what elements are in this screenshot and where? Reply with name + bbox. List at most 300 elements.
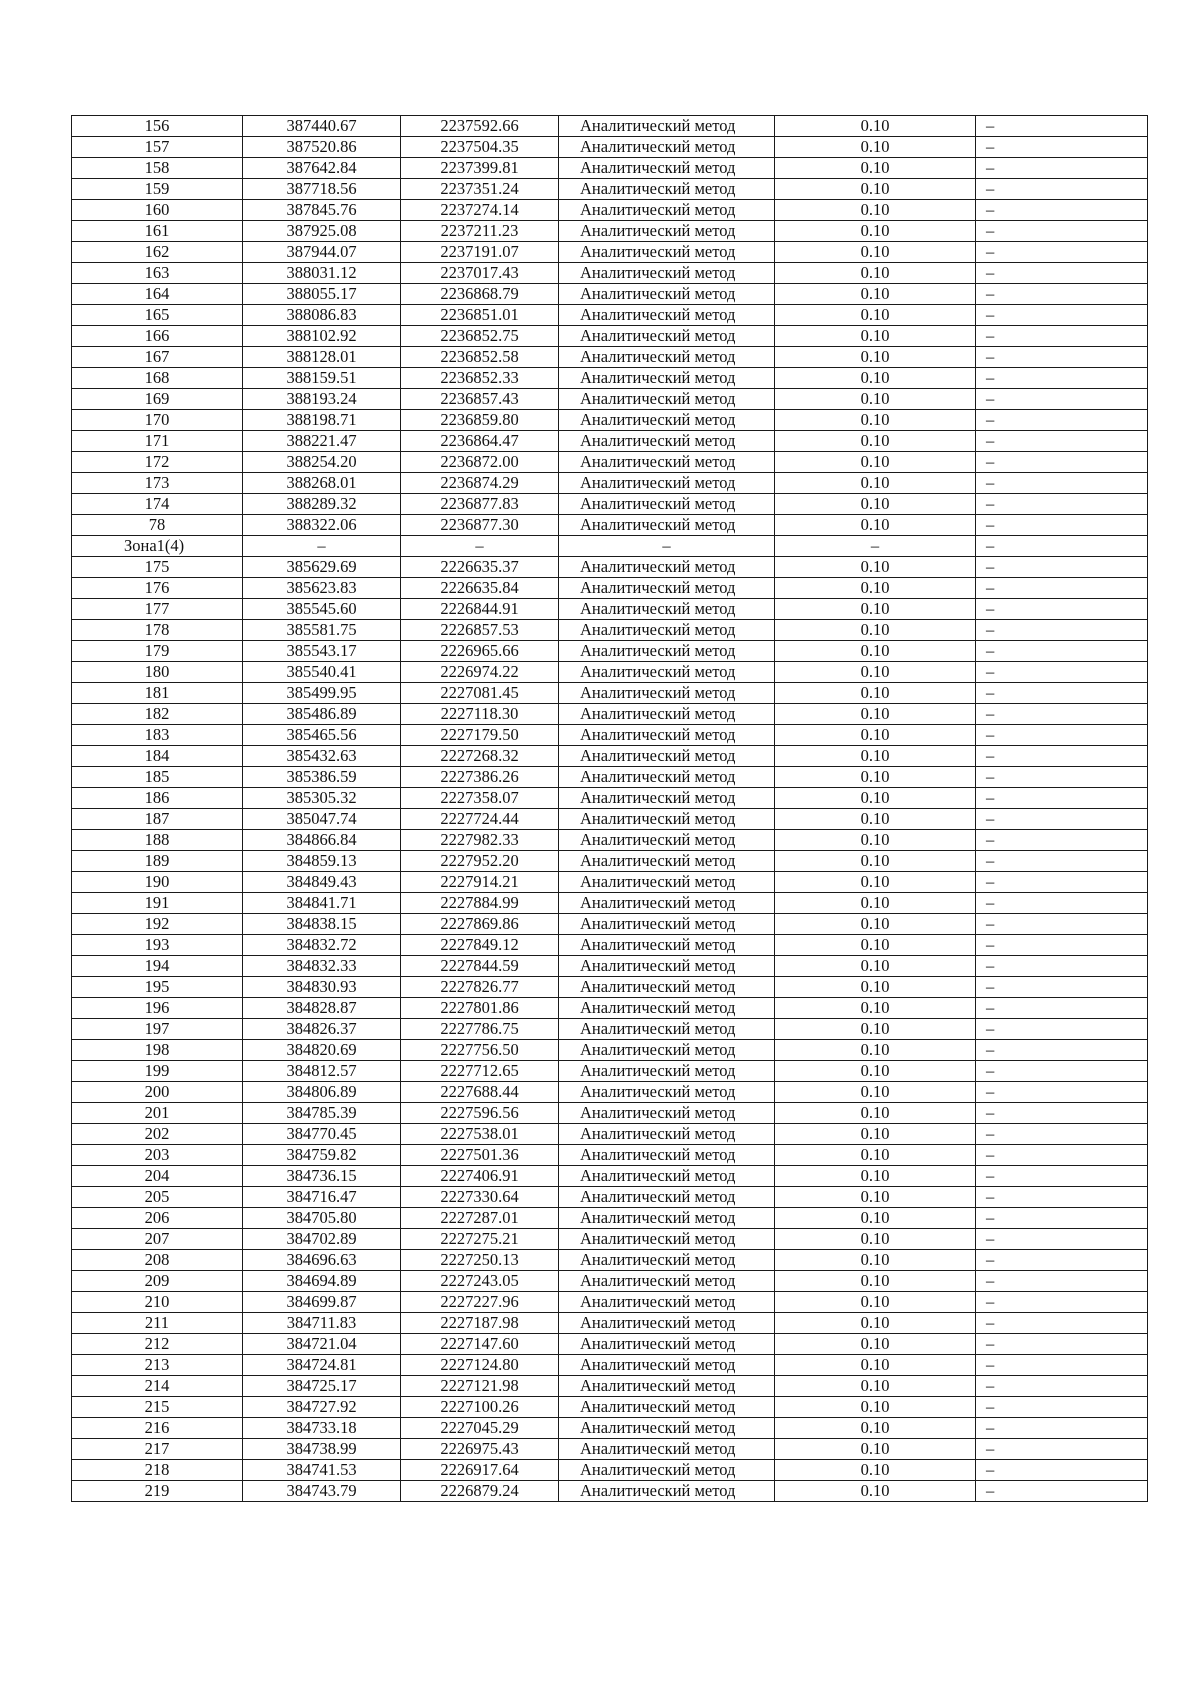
point-number-cell: 157 bbox=[72, 137, 243, 158]
method-cell: Аналитический метод bbox=[559, 1271, 775, 1292]
x-coordinate-cell: 388031.12 bbox=[243, 263, 401, 284]
point-number-cell: 203 bbox=[72, 1145, 243, 1166]
point-number-cell: 183 bbox=[72, 725, 243, 746]
note-cell: – bbox=[976, 179, 1148, 200]
point-number-cell: 163 bbox=[72, 263, 243, 284]
method-cell: Аналитический метод bbox=[559, 1124, 775, 1145]
x-coordinate-cell: 388198.71 bbox=[243, 410, 401, 431]
accuracy-cell: 0.10 bbox=[775, 767, 976, 788]
table-row bbox=[72, 683, 1148, 704]
y-coordinate-cell: 2237504.35 bbox=[401, 137, 559, 158]
x-coordinate-cell: 385629.69 bbox=[243, 557, 401, 578]
method-cell: Аналитический метод bbox=[559, 725, 775, 746]
method-cell: Аналитический метод bbox=[559, 1145, 775, 1166]
note-cell: – bbox=[976, 221, 1148, 242]
point-number-cell: 212 bbox=[72, 1334, 243, 1355]
accuracy-cell: 0.10 bbox=[775, 1103, 976, 1124]
method-cell: Аналитический метод bbox=[559, 1376, 775, 1397]
method-cell: Аналитический метод bbox=[559, 683, 775, 704]
y-coordinate-cell: 2227227.96 bbox=[401, 1292, 559, 1313]
table-row bbox=[72, 1292, 1148, 1313]
point-number-cell: 196 bbox=[72, 998, 243, 1019]
method-cell: Аналитический метод bbox=[559, 263, 775, 284]
x-coordinate-cell: 385623.83 bbox=[243, 578, 401, 599]
table-row bbox=[72, 830, 1148, 851]
y-coordinate-cell: 2227786.75 bbox=[401, 1019, 559, 1040]
x-coordinate-cell: 384733.18 bbox=[243, 1418, 401, 1439]
table-row bbox=[72, 620, 1148, 641]
point-number-cell: 194 bbox=[72, 956, 243, 977]
x-coordinate-cell: 384828.87 bbox=[243, 998, 401, 1019]
accuracy-cell: 0.10 bbox=[775, 872, 976, 893]
method-cell: Аналитический метод bbox=[559, 1019, 775, 1040]
point-number-cell: 205 bbox=[72, 1187, 243, 1208]
x-coordinate-cell: 388289.32 bbox=[243, 494, 401, 515]
x-coordinate-cell: 384785.39 bbox=[243, 1103, 401, 1124]
note-cell: – bbox=[976, 347, 1148, 368]
accuracy-cell: 0.10 bbox=[775, 1229, 976, 1250]
table-row bbox=[72, 410, 1148, 431]
note-cell: – bbox=[976, 809, 1148, 830]
x-coordinate-cell: 385386.59 bbox=[243, 767, 401, 788]
x-coordinate-cell: 384830.93 bbox=[243, 977, 401, 998]
point-number-cell: 219 bbox=[72, 1481, 243, 1502]
x-coordinate-cell: 384702.89 bbox=[243, 1229, 401, 1250]
x-coordinate-cell: 384694.89 bbox=[243, 1271, 401, 1292]
table-row bbox=[72, 305, 1148, 326]
accuracy-cell: 0.10 bbox=[775, 158, 976, 179]
note-cell: – bbox=[976, 1334, 1148, 1355]
note-cell: – bbox=[976, 452, 1148, 473]
y-coordinate-cell: 2236852.33 bbox=[401, 368, 559, 389]
point-number-cell: 216 bbox=[72, 1418, 243, 1439]
y-coordinate-cell: 2236852.58 bbox=[401, 347, 559, 368]
x-coordinate-cell: 385432.63 bbox=[243, 746, 401, 767]
point-number-cell: 177 bbox=[72, 599, 243, 620]
note-cell: – bbox=[976, 1187, 1148, 1208]
method-cell: Аналитический метод bbox=[559, 284, 775, 305]
accuracy-cell: 0.10 bbox=[775, 809, 976, 830]
table-row bbox=[72, 1019, 1148, 1040]
table-row bbox=[72, 263, 1148, 284]
table-row bbox=[72, 914, 1148, 935]
y-coordinate-cell: 2236857.43 bbox=[401, 389, 559, 410]
table-row bbox=[72, 1103, 1148, 1124]
point-number-cell: 195 bbox=[72, 977, 243, 998]
method-cell: Аналитический метод bbox=[559, 935, 775, 956]
x-coordinate-cell: 388055.17 bbox=[243, 284, 401, 305]
point-number-cell: 190 bbox=[72, 872, 243, 893]
x-coordinate-cell: 384721.04 bbox=[243, 1334, 401, 1355]
accuracy-cell: 0.10 bbox=[775, 1481, 976, 1502]
table-row bbox=[72, 1145, 1148, 1166]
table-row bbox=[72, 956, 1148, 977]
point-number-cell: 165 bbox=[72, 305, 243, 326]
accuracy-cell: 0.10 bbox=[775, 557, 976, 578]
method-cell: Аналитический метод bbox=[559, 326, 775, 347]
method-cell: Аналитический метод bbox=[559, 158, 775, 179]
table-row bbox=[72, 1271, 1148, 1292]
point-number-cell: Зона1(4) bbox=[72, 536, 243, 557]
method-cell: Аналитический метод bbox=[559, 578, 775, 599]
accuracy-cell: 0.10 bbox=[775, 1271, 976, 1292]
y-coordinate-cell: 2227358.07 bbox=[401, 788, 559, 809]
y-coordinate-cell: 2227914.21 bbox=[401, 872, 559, 893]
accuracy-cell: 0.10 bbox=[775, 1166, 976, 1187]
point-number-cell: 208 bbox=[72, 1250, 243, 1271]
y-coordinate-cell: 2237592.66 bbox=[401, 116, 559, 137]
x-coordinate-cell: 384859.13 bbox=[243, 851, 401, 872]
y-coordinate-cell: 2227801.86 bbox=[401, 998, 559, 1019]
x-coordinate-cell: 384699.87 bbox=[243, 1292, 401, 1313]
accuracy-cell: 0.10 bbox=[775, 683, 976, 704]
method-cell: Аналитический метод bbox=[559, 137, 775, 158]
method-cell: Аналитический метод bbox=[559, 515, 775, 536]
accuracy-cell: 0.10 bbox=[775, 1187, 976, 1208]
point-number-cell: 188 bbox=[72, 830, 243, 851]
note-cell: – bbox=[976, 242, 1148, 263]
y-coordinate-cell: 2237211.23 bbox=[401, 221, 559, 242]
table-row bbox=[72, 179, 1148, 200]
note-cell: – bbox=[976, 620, 1148, 641]
table-row bbox=[72, 725, 1148, 746]
y-coordinate-cell: 2227250.13 bbox=[401, 1250, 559, 1271]
accuracy-cell: 0.10 bbox=[775, 893, 976, 914]
accuracy-cell: 0.10 bbox=[775, 1082, 976, 1103]
accuracy-cell: – bbox=[775, 536, 976, 557]
x-coordinate-cell: 385305.32 bbox=[243, 788, 401, 809]
point-number-cell: 187 bbox=[72, 809, 243, 830]
note-cell: – bbox=[976, 1292, 1148, 1313]
x-coordinate-cell: 387944.07 bbox=[243, 242, 401, 263]
method-cell: Аналитический метод bbox=[559, 1292, 775, 1313]
note-cell: – bbox=[976, 368, 1148, 389]
table-row bbox=[72, 284, 1148, 305]
table-row bbox=[72, 473, 1148, 494]
point-number-cell: 162 bbox=[72, 242, 243, 263]
method-cell: Аналитический метод bbox=[559, 851, 775, 872]
coordinates-table bbox=[71, 115, 1148, 1502]
table-row bbox=[72, 1166, 1148, 1187]
table-row bbox=[72, 1439, 1148, 1460]
method-cell: Аналитический метод bbox=[559, 557, 775, 578]
y-coordinate-cell: 2227952.20 bbox=[401, 851, 559, 872]
method-cell: Аналитический метод bbox=[559, 788, 775, 809]
y-coordinate-cell: 2227501.36 bbox=[401, 1145, 559, 1166]
x-coordinate-cell: 388221.47 bbox=[243, 431, 401, 452]
x-coordinate-cell: 384716.47 bbox=[243, 1187, 401, 1208]
y-coordinate-cell: 2237274.14 bbox=[401, 200, 559, 221]
note-cell: – bbox=[976, 704, 1148, 725]
note-cell: – bbox=[976, 683, 1148, 704]
y-coordinate-cell: 2227386.26 bbox=[401, 767, 559, 788]
x-coordinate-cell: 388193.24 bbox=[243, 389, 401, 410]
table-row bbox=[72, 998, 1148, 1019]
note-cell: – bbox=[976, 116, 1148, 137]
x-coordinate-cell: 385545.60 bbox=[243, 599, 401, 620]
accuracy-cell: 0.10 bbox=[775, 977, 976, 998]
accuracy-cell: 0.10 bbox=[775, 599, 976, 620]
y-coordinate-cell: 2226974.22 bbox=[401, 662, 559, 683]
method-cell: Аналитический метод bbox=[559, 389, 775, 410]
accuracy-cell: 0.10 bbox=[775, 221, 976, 242]
x-coordinate-cell: 384741.53 bbox=[243, 1460, 401, 1481]
accuracy-cell: 0.10 bbox=[775, 1145, 976, 1166]
table-row bbox=[72, 158, 1148, 179]
point-number-cell: 168 bbox=[72, 368, 243, 389]
method-cell: Аналитический метод bbox=[559, 872, 775, 893]
x-coordinate-cell: 384727.92 bbox=[243, 1397, 401, 1418]
x-coordinate-cell: 385486.89 bbox=[243, 704, 401, 725]
y-coordinate-cell: 2227045.29 bbox=[401, 1418, 559, 1439]
y-coordinate-cell: – bbox=[401, 536, 559, 557]
note-cell: – bbox=[976, 893, 1148, 914]
table-row bbox=[72, 116, 1148, 137]
accuracy-cell: 0.10 bbox=[775, 830, 976, 851]
note-cell: – bbox=[976, 326, 1148, 347]
note-cell: – bbox=[976, 578, 1148, 599]
accuracy-cell: 0.10 bbox=[775, 1376, 976, 1397]
accuracy-cell: 0.10 bbox=[775, 1250, 976, 1271]
accuracy-cell: 0.10 bbox=[775, 473, 976, 494]
x-coordinate-cell: 384826.37 bbox=[243, 1019, 401, 1040]
table-row bbox=[72, 1040, 1148, 1061]
accuracy-cell: 0.10 bbox=[775, 242, 976, 263]
x-coordinate-cell: 384696.63 bbox=[243, 1250, 401, 1271]
point-number-cell: 197 bbox=[72, 1019, 243, 1040]
table-row bbox=[72, 389, 1148, 410]
note-cell: – bbox=[976, 746, 1148, 767]
table-row bbox=[72, 452, 1148, 473]
note-cell: – bbox=[976, 1124, 1148, 1145]
method-cell: Аналитический метод bbox=[559, 893, 775, 914]
table-row bbox=[72, 557, 1148, 578]
accuracy-cell: 0.10 bbox=[775, 725, 976, 746]
x-coordinate-cell: 388102.92 bbox=[243, 326, 401, 347]
y-coordinate-cell: 2227121.98 bbox=[401, 1376, 559, 1397]
table-row bbox=[72, 1250, 1148, 1271]
note-cell: – bbox=[976, 1418, 1148, 1439]
accuracy-cell: 0.10 bbox=[775, 1292, 976, 1313]
table-row bbox=[72, 704, 1148, 725]
point-number-cell: 217 bbox=[72, 1439, 243, 1460]
y-coordinate-cell: 2227243.05 bbox=[401, 1271, 559, 1292]
accuracy-cell: 0.10 bbox=[775, 620, 976, 641]
table-row bbox=[72, 1481, 1148, 1502]
note-cell: – bbox=[976, 200, 1148, 221]
point-number-cell: 171 bbox=[72, 431, 243, 452]
note-cell: – bbox=[976, 914, 1148, 935]
accuracy-cell: 0.10 bbox=[775, 1061, 976, 1082]
table-row bbox=[72, 221, 1148, 242]
point-number-cell: 170 bbox=[72, 410, 243, 431]
table-row bbox=[72, 599, 1148, 620]
accuracy-cell: 0.10 bbox=[775, 1418, 976, 1439]
x-coordinate-cell: 385543.17 bbox=[243, 641, 401, 662]
table-row bbox=[72, 809, 1148, 830]
table-row bbox=[72, 893, 1148, 914]
y-coordinate-cell: 2237191.07 bbox=[401, 242, 559, 263]
y-coordinate-cell: 2236868.79 bbox=[401, 284, 559, 305]
note-cell: – bbox=[976, 599, 1148, 620]
note-cell: – bbox=[976, 1103, 1148, 1124]
point-number-cell: 191 bbox=[72, 893, 243, 914]
point-number-cell: 207 bbox=[72, 1229, 243, 1250]
table-row bbox=[72, 1418, 1148, 1439]
x-coordinate-cell: 384770.45 bbox=[243, 1124, 401, 1145]
y-coordinate-cell: 2227596.56 bbox=[401, 1103, 559, 1124]
method-cell: Аналитический метод bbox=[559, 1334, 775, 1355]
method-cell: Аналитический метод bbox=[559, 1082, 775, 1103]
note-cell: – bbox=[976, 1439, 1148, 1460]
method-cell: Аналитический метод bbox=[559, 431, 775, 452]
y-coordinate-cell: 2227179.50 bbox=[401, 725, 559, 746]
accuracy-cell: 0.10 bbox=[775, 347, 976, 368]
accuracy-cell: 0.10 bbox=[775, 704, 976, 725]
note-cell: – bbox=[976, 1166, 1148, 1187]
y-coordinate-cell: 2227287.01 bbox=[401, 1208, 559, 1229]
y-coordinate-cell: 2227081.45 bbox=[401, 683, 559, 704]
table-row bbox=[72, 200, 1148, 221]
x-coordinate-cell: 384725.17 bbox=[243, 1376, 401, 1397]
note-cell: – bbox=[976, 641, 1148, 662]
method-cell: Аналитический метод bbox=[559, 116, 775, 137]
method-cell: Аналитический метод bbox=[559, 1355, 775, 1376]
accuracy-cell: 0.10 bbox=[775, 1460, 976, 1481]
table-row bbox=[72, 494, 1148, 515]
method-cell: Аналитический метод bbox=[559, 221, 775, 242]
table-row bbox=[72, 1187, 1148, 1208]
accuracy-cell: 0.10 bbox=[775, 137, 976, 158]
note-cell: – bbox=[976, 851, 1148, 872]
coordinates-table-body bbox=[72, 116, 1148, 1502]
x-coordinate-cell: 385540.41 bbox=[243, 662, 401, 683]
accuracy-cell: 0.10 bbox=[775, 641, 976, 662]
note-cell: – bbox=[976, 410, 1148, 431]
table-row bbox=[72, 746, 1148, 767]
x-coordinate-cell: 385465.56 bbox=[243, 725, 401, 746]
y-coordinate-cell: 2227982.33 bbox=[401, 830, 559, 851]
point-number-cell: 172 bbox=[72, 452, 243, 473]
table-row bbox=[72, 1376, 1148, 1397]
note-cell: – bbox=[976, 1208, 1148, 1229]
method-cell: Аналитический метод bbox=[559, 956, 775, 977]
accuracy-cell: 0.10 bbox=[775, 368, 976, 389]
point-number-cell: 167 bbox=[72, 347, 243, 368]
method-cell: Аналитический метод bbox=[559, 704, 775, 725]
method-cell: Аналитический метод bbox=[559, 599, 775, 620]
method-cell: Аналитический метод bbox=[559, 620, 775, 641]
point-number-cell: 204 bbox=[72, 1166, 243, 1187]
table-row bbox=[72, 1124, 1148, 1145]
accuracy-cell: 0.10 bbox=[775, 578, 976, 599]
note-cell: – bbox=[976, 662, 1148, 683]
accuracy-cell: 0.10 bbox=[775, 1124, 976, 1145]
note-cell: – bbox=[976, 473, 1148, 494]
y-coordinate-cell: 2227118.30 bbox=[401, 704, 559, 725]
note-cell: – bbox=[976, 977, 1148, 998]
note-cell: – bbox=[976, 431, 1148, 452]
y-coordinate-cell: 2227275.21 bbox=[401, 1229, 559, 1250]
accuracy-cell: 0.10 bbox=[775, 116, 976, 137]
y-coordinate-cell: 2227406.91 bbox=[401, 1166, 559, 1187]
y-coordinate-cell: 2236877.30 bbox=[401, 515, 559, 536]
method-cell: Аналитический метод bbox=[559, 1418, 775, 1439]
accuracy-cell: 0.10 bbox=[775, 1019, 976, 1040]
y-coordinate-cell: 2226844.91 bbox=[401, 599, 559, 620]
accuracy-cell: 0.10 bbox=[775, 494, 976, 515]
x-coordinate-cell: 387718.56 bbox=[243, 179, 401, 200]
method-cell: Аналитический метод bbox=[559, 1439, 775, 1460]
y-coordinate-cell: 2226965.66 bbox=[401, 641, 559, 662]
method-cell: Аналитический метод bbox=[559, 746, 775, 767]
method-cell: Аналитический метод bbox=[559, 767, 775, 788]
x-coordinate-cell: 388268.01 bbox=[243, 473, 401, 494]
point-number-cell: 178 bbox=[72, 620, 243, 641]
note-cell: – bbox=[976, 536, 1148, 557]
table-row bbox=[72, 851, 1148, 872]
table-row bbox=[72, 662, 1148, 683]
y-coordinate-cell: 2236877.83 bbox=[401, 494, 559, 515]
accuracy-cell: 0.10 bbox=[775, 305, 976, 326]
point-number-cell: 199 bbox=[72, 1061, 243, 1082]
y-coordinate-cell: 2237351.24 bbox=[401, 179, 559, 200]
y-coordinate-cell: 2227756.50 bbox=[401, 1040, 559, 1061]
note-cell: – bbox=[976, 872, 1148, 893]
table-row bbox=[72, 1208, 1148, 1229]
accuracy-cell: 0.10 bbox=[775, 431, 976, 452]
zone-header-row bbox=[72, 536, 1148, 557]
x-coordinate-cell: 388086.83 bbox=[243, 305, 401, 326]
point-number-cell: 175 bbox=[72, 557, 243, 578]
point-number-cell: 180 bbox=[72, 662, 243, 683]
method-cell: Аналитический метод bbox=[559, 998, 775, 1019]
table-row bbox=[72, 431, 1148, 452]
method-cell: Аналитический метод bbox=[559, 179, 775, 200]
method-cell: Аналитический метод bbox=[559, 641, 775, 662]
x-coordinate-cell: 384849.43 bbox=[243, 872, 401, 893]
note-cell: – bbox=[976, 956, 1148, 977]
point-number-cell: 192 bbox=[72, 914, 243, 935]
table-row bbox=[72, 767, 1148, 788]
point-number-cell: 158 bbox=[72, 158, 243, 179]
point-number-cell: 184 bbox=[72, 746, 243, 767]
x-coordinate-cell: 387925.08 bbox=[243, 221, 401, 242]
x-coordinate-cell: 387642.84 bbox=[243, 158, 401, 179]
point-number-cell: 201 bbox=[72, 1103, 243, 1124]
point-number-cell: 198 bbox=[72, 1040, 243, 1061]
y-coordinate-cell: 2236859.80 bbox=[401, 410, 559, 431]
point-number-cell: 211 bbox=[72, 1313, 243, 1334]
note-cell: – bbox=[976, 515, 1148, 536]
note-cell: – bbox=[976, 1313, 1148, 1334]
y-coordinate-cell: 2236852.75 bbox=[401, 326, 559, 347]
point-number-cell: 160 bbox=[72, 200, 243, 221]
note-cell: – bbox=[976, 158, 1148, 179]
point-number-cell: 182 bbox=[72, 704, 243, 725]
point-number-cell: 164 bbox=[72, 284, 243, 305]
y-coordinate-cell: 2226857.53 bbox=[401, 620, 559, 641]
y-coordinate-cell: 2227849.12 bbox=[401, 935, 559, 956]
accuracy-cell: 0.10 bbox=[775, 1313, 976, 1334]
table-row bbox=[72, 1061, 1148, 1082]
x-coordinate-cell: 384812.57 bbox=[243, 1061, 401, 1082]
point-number-cell: 210 bbox=[72, 1292, 243, 1313]
method-cell: Аналитический метод bbox=[559, 977, 775, 998]
method-cell: Аналитический метод bbox=[559, 1166, 775, 1187]
table-row bbox=[72, 1397, 1148, 1418]
table-row bbox=[72, 872, 1148, 893]
